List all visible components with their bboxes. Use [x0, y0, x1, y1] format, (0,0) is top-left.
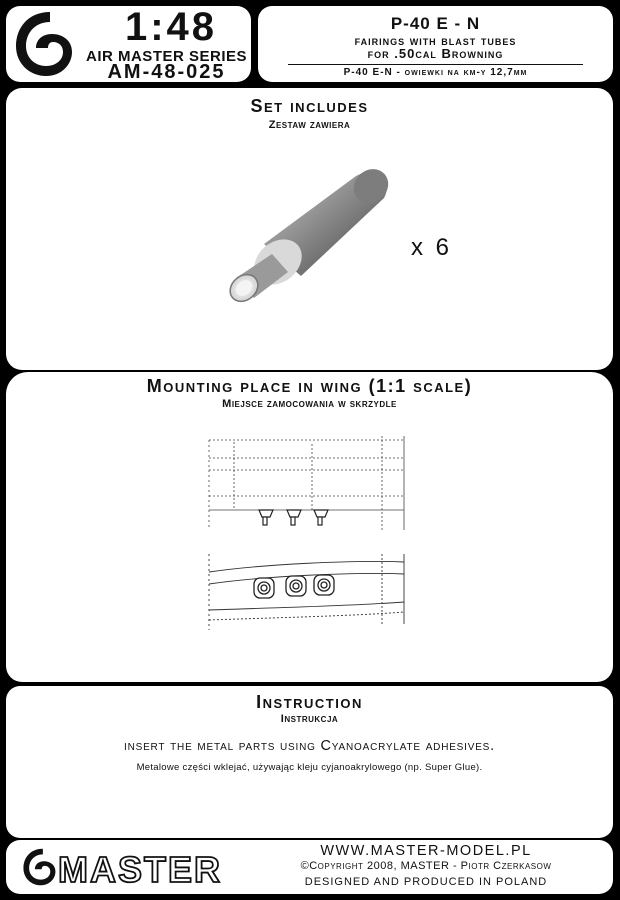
instruction-text-pl: Metalowe części wklejać, używając kleju cyjanoakrylowego (np. Super Glue).: [136, 762, 483, 773]
copyright-text: ©Copyright 2008, MASTER - Piotr Czerkasow: [300, 860, 552, 872]
master-logo-icon: [10, 8, 80, 80]
made-in-text: DESIGNED AND PRODUCED IN POLAND: [304, 876, 548, 888]
mounting-section: [6, 372, 613, 682]
mounting-title: Mounting place in wing (1:1 scale): [146, 376, 473, 396]
set-includes-subtitle: Zestaw zawiera: [268, 119, 351, 131]
instruction-section: [6, 686, 613, 838]
set-includes-title: Set includes: [250, 96, 369, 116]
instruction-title: Instruction: [256, 692, 363, 712]
quantity-label: x 6: [411, 234, 453, 261]
blast-tube-part-image: [206, 166, 396, 306]
website-link[interactable]: WWW.MASTER-MODEL.PL: [320, 843, 532, 859]
scale-label: 1:48: [124, 5, 218, 49]
product-code: AM-48-025: [107, 61, 226, 83]
instruction-text-en: insert the metal parts using Cyanoacrylate adhesives.: [124, 738, 495, 754]
set-includes-section: [6, 88, 613, 370]
mounting-subtitle: Miejsce zamocowania w skrzydle: [222, 398, 397, 410]
product-title: P-40 E - N: [390, 14, 481, 33]
header-title-panel: [258, 6, 613, 82]
product-title-polish: P-40 E-N - owiewki na km-y 12,7mm: [343, 67, 528, 78]
brand-name: MASTER: [58, 849, 222, 890]
wing-mounting-drawing: [204, 434, 414, 634]
instruction-subtitle: Instrukcja: [280, 713, 339, 725]
product-subtitle-line1: fairings with blast tubes: [354, 33, 517, 48]
series-label: AIR MASTER SERIES: [85, 48, 248, 65]
title-divider: [288, 64, 583, 65]
header-logo-panel: [6, 6, 251, 82]
product-subtitle-line2: for .50cal Browning: [367, 46, 504, 61]
master-logo-small-icon: [20, 846, 60, 888]
footer-panel: [6, 840, 613, 894]
